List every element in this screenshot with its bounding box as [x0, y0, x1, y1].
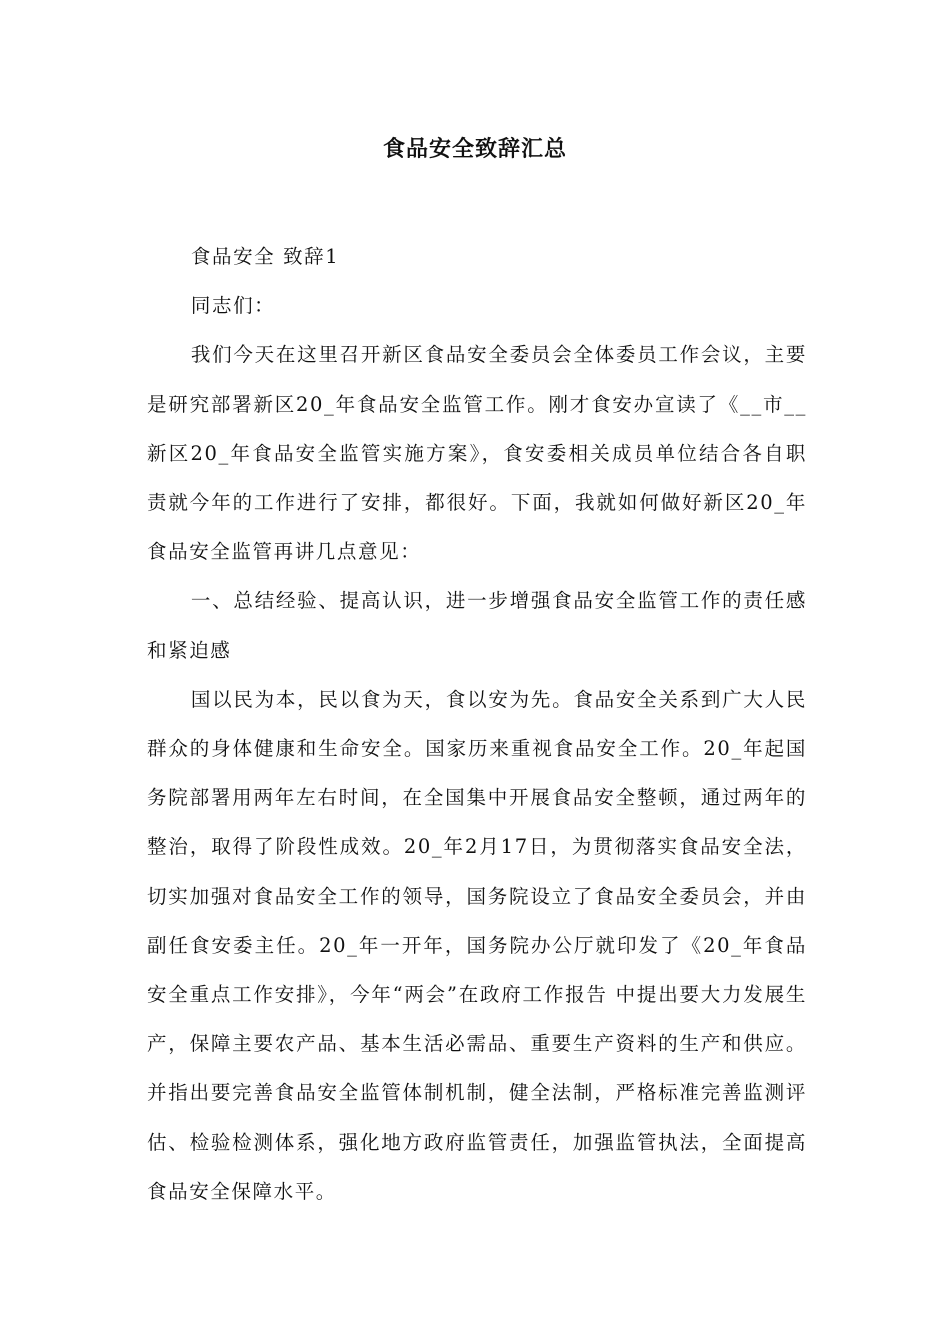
body-paragraph: 我们今天在这里召开新区食品安全委员会全体委员工作会议，主要是研究部署新区20_年食品安全监管工作。刚才食安办宣读了《__市__新区20_年食品安全监管实施方案》，食安委相关成员单位结合各自职责就今年的工作进行了安排，都很好。下面，我就如何做好新区20_年食品安全监管再讲几点意见： [147, 343, 807, 564]
document-body [147, 232, 807, 1216]
section-heading: 食品安全 致辞1 [190, 245, 340, 268]
body-paragraph: 一、总结经验、提高认识，进一步增强食品安全监管工作的责任感和紧迫感 [147, 589, 807, 662]
document-title: 食品安全致辞汇总 [382, 137, 567, 162]
salutation: 同志们： [190, 294, 276, 318]
body-paragraph: 国以民为本，民以食为天，食以安为先。食品安全关系到广大人民群众的身体健康和生命安全。国家历来重视食品安全工作。20_年起国务院部署用两年左右时间，在全国集中开展食品安全整顿，通过两年的整治，取得了阶段性成效。20_年2月17日，为贯彻落实食品安全法，切实加强对食品安全工作的领导，国务院设立了食品安全委员会，并由副任食安委主任。20_年一开年，国务院办公厅就印发了《20_年食品安全重点工作安排》，今年“两会”在政府工作报告 中提出要大力发展生产，保障主要农产品、基本生活必需品、重要生产资料的生产和供应。并指出要完善食品安全监管体制机制，健全法制，严格标准完善监测评估、检验检测体系，强化地方政府监管责任，加强监管执法，全面提高食品安全保障水平。 [147, 687, 807, 1203]
